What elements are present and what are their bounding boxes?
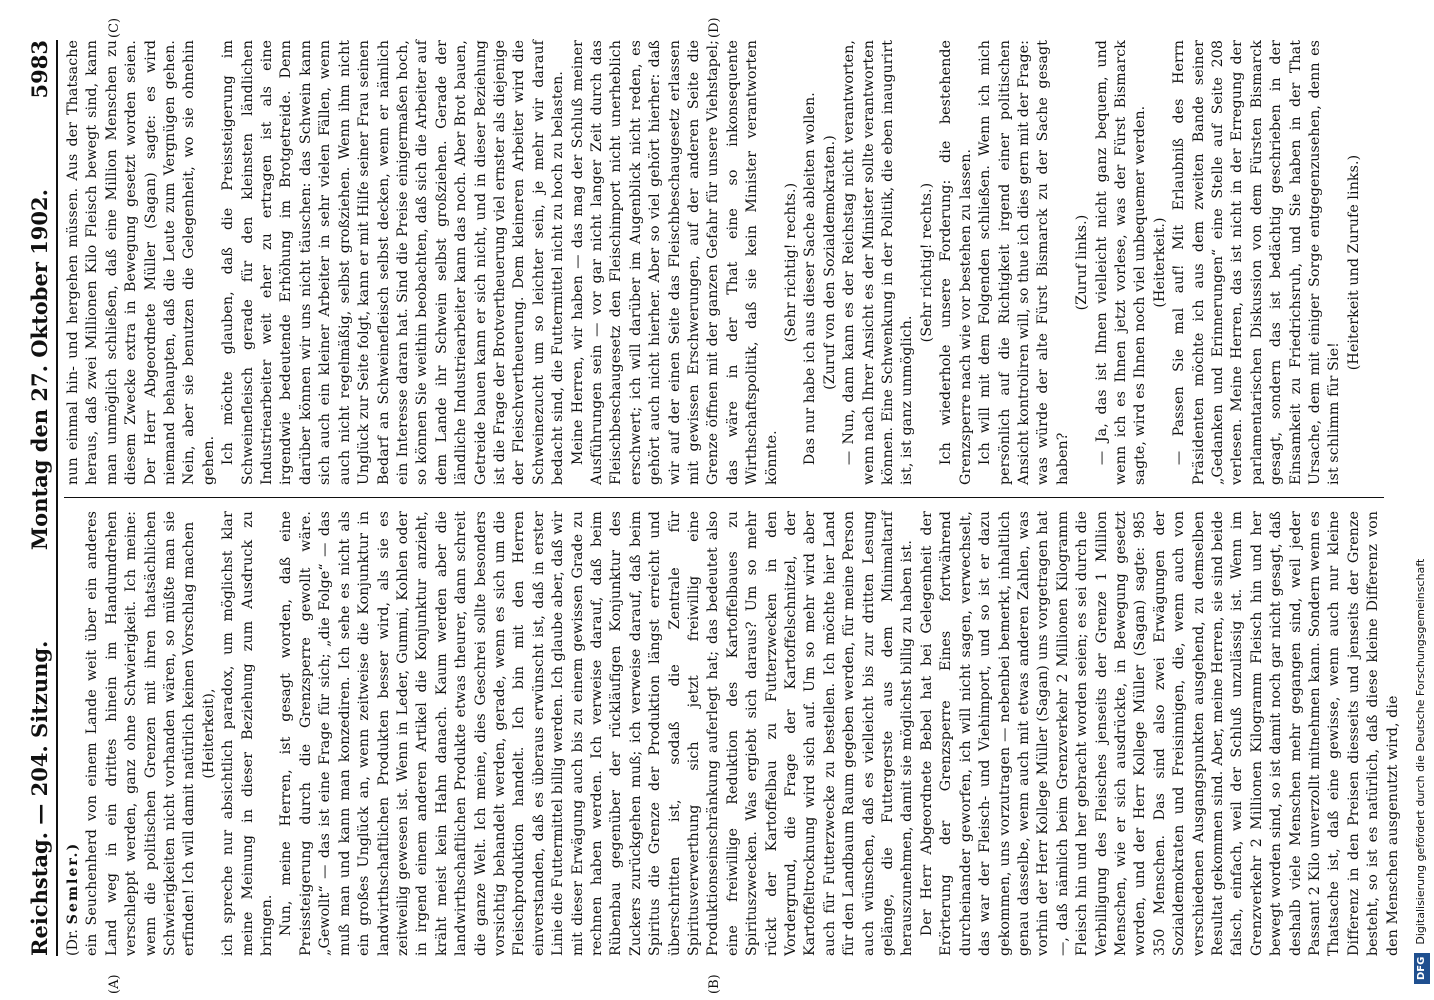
credit-text: Digitalisierung gefördert durch die Deutsche Forschungsgemeinschaft <box>1414 558 1427 945</box>
paragraph: nun einmal hin- und hergehen müssen. Aus der Thatsache heraus, daß zwei Millionen Kilo Fleisch bewegt sind, kann man unmöglich schließen, daß eine Million Menschen zu diesem Zwecke extra in Bewegung gesetzt worden seien. Der Herr Abgeordnete Müller (Sagan) sagte: es wird niemand behaupten, daß die Leute zum Vergnügen gehen. Nein, aber sie benutzen die Gelegenheit, wo sie ohnehin gehen. <box>65 40 217 485</box>
credit-line <box>1410 6 1432 996</box>
paragraph: Ich will mit dem Folgenden schließen. Wenn ich mich persönlich auf die Richtigkeit irgend einer politischen Ansicht kontroliren will, so thue ich dies gern mit der Frage: was würde der alte Fürst Bismarck zu der Sache gesagt haben? <box>977 40 1071 485</box>
paragraph: Der Herr Abgeordnete Bebel hat bei Gelegenheit der Erörterung der Grenzsperre Eines fortwährend durcheinander geworfen, ich will nicht sagen, verwechselt, das war der Fleisch- und Viehimport, und so ist er dazu gekommen, uns vorzutragen — nebenbei bemerkt, inhaltlich genau dasselbe, wenn auch mit etwas anderen Zahlen, was vorhin der Herr Kollege Müller (Sagan) uns vorgetragen hat —, daß nämlich beim Grenzverkehr 2 Millionen Kilogramm Fleisch hin und her gebracht worden seien; es sei durch die Verbilligung des Fleisches jenseits der Grenze 1 Million Menschen, wie er sich ausdrückte, in Bewegung gesetzt worden, und der Herr Kollege Müller (Sagan) sagte: 985 350 Menschen. Das sind also zwei Erwägungen der Sozialdemokraten und Freisinnigen, die, wenn auch von verschiedenen Ausgangspunkten ausgehend, zu demselben Resultat gekommen sind. Aber, meine Herren, sie sind beide falsch, einfach, weil der Schluß unzulässig ist. Wenn im Grenzverkehr 2 Millionen Kilogramm Fleisch hin und her bewegt worden sind, so ist damit noch gar nicht gesagt, daß deshalb viele Menschen mehr gegangen sind, weil jeder Passant 2 Kilo unverzollt mitnehmen kann. Sondern wenn es Thatsache ist, daß eine gewisse, wenn auch nur kleine Differenz in den Preisen diesseits und jenseits der Grenze besteht, so ist es natürlich, daß diese kleine Differenz von den Menschen ausgenutzt wird, die <box>918 511 1401 956</box>
paragraph: — Ja, das ist Ihnen vielleicht nicht ganz bequem, und wenn ich es Ihnen jetzt vorlese, was der Fürst Bismarck sagte, wird es Ihnen noch viel unbequemer werden. <box>1093 40 1149 485</box>
paragraph: Ich möchte glauben, daß die Preissteigerung im Schweinefleisch gerade für den kleinsten ländlichen Industriearbeiter weit eher zu ertragen ist als eine irgendwie bedeutende Erhöhung im Brotgetreide. Denn darüber können wir uns nicht täuschen: das Schwein kann sich auch ein kleiner Arbeiter in sehr vielen Fällen, wenn auch nicht regelmäßig, selbst großziehen. Wenn ihm nicht Unglück zur Seite folgt, kann er mit Hilfe seiner Frau seinen Bedarf an Schweinefleisch selbst decken, wenn er nämlich ein Interesse daran hat. Sind die Preise einigermaßen hoch, so können Sie weithin beobachten, daß sich die Arbeiter auf dem Lande ihr Schwein selbst großziehen. Gerade der ländliche Industriearbeiter kann das noch. Aber Brot bauen, Getreide bauen kann er sich nicht, und in dieser Beziehung ist die Frage der Brotvertheuerung viel ernster als diejenige der Fleischvertheuerung. Dem kleineren Arbeiter wird die Schweinezucht um so leichter sein, je mehr wir darauf bedacht sind, die Futtermittel nicht zu hoch zu belasten. <box>220 40 567 485</box>
paragraph: Das nur habe ich aus dieser Sache ableiten wollen. <box>802 92 819 466</box>
digitization-credit <box>1408 6 1432 996</box>
header-left: Reichstag. — 204. Sitzung. <box>27 640 52 956</box>
paragraph: Meine Herren, wir haben — das mag der Schluß meiner Ausführungen sein — vor gar nicht langer Zeit durch das Fleischbeschaugesetz den Fleischimport nicht unerheblich erschwert; ich will darüber im Augenblick nicht reden, es gehört auch nicht hierher. Aber so viel gehört hierher: daß wir auf der einen Seite das Fleischbeschaugesetz erlassen mit gewissen Erschwerungen, auf der anderen Seite die Grenze öffnen mit der ganzen Gefahr für unsere Viehstapel; das wäre in der That eine so inkonsequente Wirthschaftspolitik, daß sie kein Minister verantworten könnte. <box>569 40 780 485</box>
text-columns <box>64 40 1401 956</box>
remark: (Heiterkeit und Zurufe links.) <box>1345 154 1362 371</box>
remark: (Sehr richtig! rechts.) <box>783 182 800 343</box>
margin-letter-d: (D) <box>707 17 722 38</box>
rotated-page-content <box>17 0 1412 1000</box>
speaker-name: Semler.) <box>65 841 81 925</box>
column-divider <box>64 497 1384 498</box>
paragraph: Nun, meine Herren, ist gesagt worden, daß eine Preissteigerung durch die Grenzsperre gewollt wäre. „Gewollt“ — das ist eine Frage für sich; „die Folge“ — das muß man und kann man konzediren. Ich sehe es nicht als ein großes Unglück an, wenn zeitweise die Konjunktur in landwirthschaftlichen Produkten besser wird, als sie es zeitweilig gewesen ist. Wenn in Leder, Gummi, Kohlen oder in irgend einem anderen Artikel die Konjunktur anzieht, kräht meist kein Hahn danach. Kaum werden aber die landwirthschaftlichen Produkte etwas theurer, dann schreit die ganze Welt. Ich meine, dies Geschrei sollte besonders vorsichtig behandelt werden, gerade, wenn es sich um die Fleischproduktion handelt. Ich bin mit den Herren einverstanden, daß es überaus erwünscht ist, daß in erster Linie die Futtermittel billig werden. Ich glaube aber, daß wir mit dieser Erwägung auch bis zu einem gewissen Grade zu rechnen haben werden. Ich verweise darauf, daß beim Rübenbau gegenüber der rückläufigen Konjunktur des Zuckers zurückgehen muß; ich verweise darauf, daß beim Spiritus die Grenze der Produktion längst erreicht und überschritten ist, sodaß die Zentrale für Spiritusverwerthung sich jetzt freiwillig eine Produktionseinschränkung auferlegt hat; das bedeutet also eine freiwillige Reduktion des Kartoffelbaues zu Spirituszwecken. Was ergiebt sich daraus? Um so mehr rückt der Kartoffelbau zu Futterzwecken in den Vordergrund, die Frage der Kartoffelschnitzel, der Kartoffeltrocknung wird sich auf. Um so mehr wird aber auch für Futterzwecke zu bestellen. Ich möchte hier Land für den Landbaum Raum gegeben werden, für meine Person auch wünschen, daß es vielleicht bis zur dritten Lesung gelänge, die Futtergerste aus dem Minimaltarif herauszunehmen, damit sie möglichst billig zu haben ist. <box>278 510 916 956</box>
paragraph: ich spreche nur absichtlich paradox, um möglichst klar meine Meinung in dieser Beziehung zum Ausdruck zu bringen. <box>220 511 276 956</box>
margin-letter-b: (B) <box>707 974 722 994</box>
header-date: Montag den 27. Oktober 1902. <box>27 189 52 551</box>
right-column <box>64 40 1384 485</box>
margin-letter-c: (C) <box>107 17 122 38</box>
remark: (Zuruf von den Sozialdemokraten.) <box>821 135 838 390</box>
dfg-logo: DFG <box>1414 953 1430 984</box>
paragraph: — Nun, dann kann es der Reichstag nicht verantworten, wenn nach Ihrer Ansicht es der Minister sollte verantworten können. Eine Schwenkung in der Politik, die eben inaugurirt ist, ist ganz unmöglich. <box>841 40 916 485</box>
speaker-prefix: (Dr. <box>65 928 81 956</box>
remark: (Heiterkeit.) <box>1151 217 1168 308</box>
remark: (Sehr richtig! rechts.) <box>918 182 935 343</box>
remark: (Heiterkeit), <box>200 688 217 779</box>
left-column <box>64 510 1401 956</box>
page-number: 5983 <box>27 40 52 99</box>
paragraph: Ich wiederhole unsere Forderung: die bestehende Grenzsperre nach wie vor bestehen zu lassen. <box>938 40 974 485</box>
running-head <box>27 40 58 956</box>
speaker-line <box>64 511 83 956</box>
paragraph: — Passen Sie mal auf! Mit Erlaubniß des Herrn Präsidenten möchte ich aus dem zweiten Bande seiner „Gedanken und Erinnerungen“ eine Stelle auf Seite 208 verlesen. Meine Herren, das ist nicht in der Erregung der parlamentarischen Diskussion von dem Fürsten Bismarck gesagt, sondern das ist bedächtig geschrieben in der Einsamkeit zu Friedrichsruh, und Sie haben in der That Ursache, dem mit einiger Sorge entgegenzusehen, denn es ist schlimm für Sie! <box>1171 40 1343 485</box>
remark: (Zuruf links.) <box>1074 214 1091 311</box>
paragraph: ein Seuchenherd von einem Lande weit über ein anderes Land weg in ein drittes hinein im Handumdrehen verschleppt werden, ganz ohne Schwierigkeit. Ich meine: wenn die politischen Grenzen mit ihren thatsächlichen Schwierigkeiten nicht vorhanden wären, so müßte man sie erfinden! Ich will damit natürlich keinen Vorschlag machen <box>84 511 198 956</box>
margin-letter-a: (A) <box>107 974 122 994</box>
